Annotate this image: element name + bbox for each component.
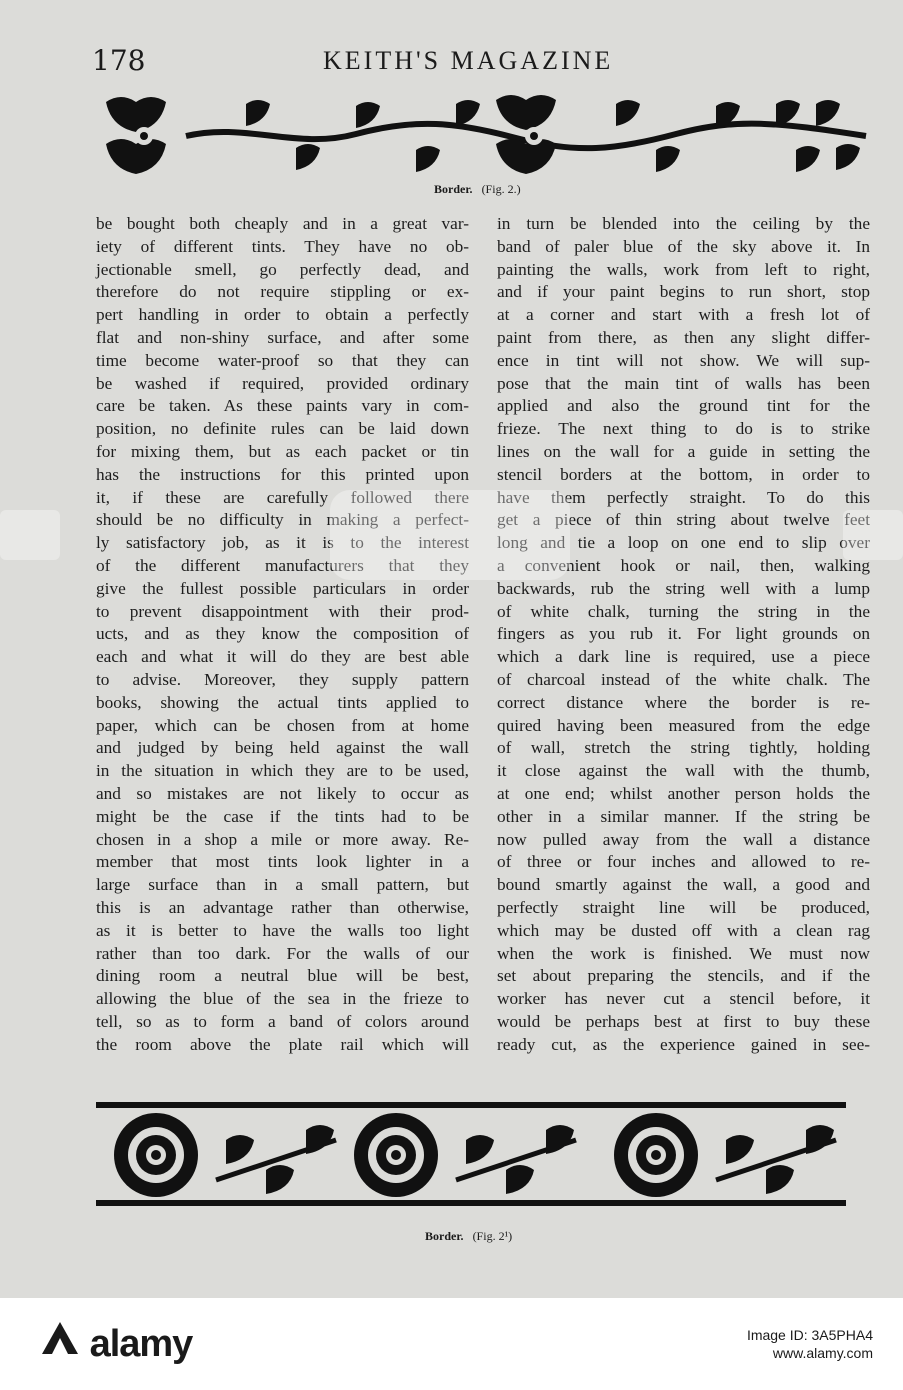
alamy-watermark [0, 470, 903, 600]
text-line: therefore do not require stippling or ex- [96, 282, 469, 302]
text-line: ence in tint will not show. We will sup- [497, 350, 870, 370]
text-column-left [96, 213, 469, 1056]
text-line: to prevent disappointment with their prod- [96, 601, 469, 621]
text-line: and if your paint begins to run short, stop [497, 282, 870, 302]
text-line: perfectly straight line will be produced, [497, 897, 870, 917]
image-id: Image ID: 3A5PHA4 [746, 1327, 873, 1343]
text-line: frieze. The next thing to do is to strike [497, 419, 870, 439]
text-line: worker has never cut a stencil before, it [497, 989, 870, 1009]
text-line: would be perhaps best at first to buy these [497, 1011, 870, 1031]
alamy-logo [40, 1320, 192, 1366]
rose-icon [114, 1113, 198, 1197]
text-line: rather than too dark. For the walls of our [96, 943, 469, 963]
text-line: fingers as you rub it. For light grounds on [497, 624, 870, 644]
caption-figure-number: (Fig. 2.) [481, 182, 521, 196]
text-line: be washed if required, provided ordinary [96, 373, 469, 393]
text-line: pert handling in order to obtain a perfectly [96, 305, 469, 325]
alamy-logo-text: alamy [89, 1323, 193, 1365]
text-line: of charcoal instead of the white chalk. The [497, 669, 870, 689]
text-line: paper, which can be chosen from at home [96, 715, 469, 735]
text-line: might be the case if the tints had to be [96, 806, 469, 826]
text-line: a convenient hook or nail, then, walking [497, 555, 870, 575]
stock-image-info [747, 1326, 873, 1362]
text-line: to advise. Moreover, they supply pattern [96, 669, 469, 689]
text-line: for mixing them, but as each packet or tin [96, 441, 469, 461]
text-line: quired having been measured from the edge [497, 715, 870, 735]
page-number: 178 [92, 44, 146, 77]
text-line: it, if these are carefully followed there [96, 487, 469, 507]
text-line: large surface than in a small pattern, but [96, 875, 469, 895]
text-line: dining room a neutral blue will be best, [96, 966, 469, 986]
text-line: of the different manufacturers that they [96, 555, 469, 575]
text-line: and judged by being held against the wall [96, 738, 469, 758]
text-line: which a dark line is required, use a piece [497, 647, 870, 667]
text-line: get a piece of thin string about twelve feet [497, 510, 870, 530]
text-line: which may be dusted off with a clean rag [497, 920, 870, 940]
text-line: when the work is finished. We must now [497, 943, 870, 963]
leaf-cluster-icon [106, 97, 166, 174]
text-line: set about preparing the stencils, and if the [497, 966, 870, 986]
caption-label: Border. [425, 1229, 464, 1243]
text-line: in the situation in which they are to be used, [96, 761, 469, 781]
text-line: as it is better to have the walls too light [96, 920, 469, 940]
text-line: flat and non-shiny surface, and after some [96, 327, 469, 347]
text-line: at one end; whilst another person holds the [497, 783, 870, 803]
text-line: tell, so as to form a band of colors around [96, 1011, 469, 1031]
text-line: ly satisfactory job, as it is to the interest [96, 533, 469, 553]
text-line: give the fullest possible particulars in order [96, 578, 469, 598]
text-line: backwards, rub the string well with a lump [497, 578, 870, 598]
text-line: member that most tints look lighter in a [96, 852, 469, 872]
text-line: stencil borders at the bottom, in order to [497, 464, 870, 484]
magazine-title: KEITH'S MAGAZINE [323, 46, 614, 75]
text-line: at a corner and start with a fresh lot of [497, 305, 870, 325]
caption-label: Border. [434, 182, 473, 196]
text-line: position, no definite rules can be laid down [96, 419, 469, 439]
text-line: it close against the wall with the thumb, [497, 761, 870, 781]
text-line: ready cut, as the experience gained in see- [497, 1034, 870, 1054]
text-line: have them perfectly straight. To do this [497, 487, 870, 507]
stock-photo-footer [0, 1298, 903, 1390]
text-line: the room above the plate rail which will [96, 1034, 469, 1054]
text-line: long and tie a loop on one end to slip over [497, 533, 870, 553]
caption-figure-number: (Fig. 2¹) [472, 1229, 513, 1243]
site-url[interactable]: www.alamy.com [772, 1345, 873, 1361]
text-line: bound smartly against the wall, a good and [497, 875, 870, 895]
text-line: painting the walls, work from left to right, [497, 259, 870, 279]
text-line: ucts, and as they know the composition of [96, 624, 469, 644]
text-line: lines on the wall for a guide in setting the [497, 441, 870, 461]
text-line: paint from there, as then any slight differ- [497, 327, 870, 347]
text-line: other in a similar manner. If the string be [497, 806, 870, 826]
text-line: in turn be blended into the ceiling by the [497, 214, 870, 233]
stencil-border-leaf-vine-illustration [96, 92, 879, 178]
rose-icon [614, 1113, 698, 1197]
text-line: this is an advantage rather than otherwise, [96, 897, 469, 917]
text-line: correct distance where the border is re- [497, 692, 870, 712]
text-line: of wall, stretch the string tightly, holding [497, 738, 870, 758]
text-line: time become water-proof so that they can [96, 350, 469, 370]
text-line: should be no difficulty in making a perfect- [96, 510, 469, 530]
text-line: has the instructions for this printed upon [96, 464, 469, 484]
text-line: and so mistakes are not likely to occur as [96, 783, 469, 803]
text-line: applied and also the ground tint for the [497, 396, 870, 416]
figure-caption-top [434, 182, 521, 197]
text-line: band of paler blue of the sky above it. In [497, 236, 870, 256]
text-line: jectionable smell, go perfectly dead, and [96, 259, 469, 279]
text-line: pose that the main tint of walls has been [497, 373, 870, 393]
alamy-logo-icon [40, 1320, 80, 1366]
text-line: be bought both cheaply and in a great var- [96, 214, 469, 233]
text-line: of white chalk, turning the string in the [497, 601, 870, 621]
text-line: chosen in a shop a mile or more away. Re- [96, 829, 469, 849]
figure-caption-bottom [425, 1229, 512, 1244]
text-line: of three or four inches and allowed to re- [497, 852, 870, 872]
text-line: care be taken. As these paints vary in com- [96, 396, 469, 416]
text-line: each and what it will do they are best able [96, 647, 469, 667]
text-line: allowing the blue of the sea in the frieze to [96, 989, 469, 1009]
text-line: iety of different tints. They have no ob- [96, 236, 469, 256]
stencil-border-rose-illustration [96, 1100, 846, 1212]
text-column-right [497, 213, 870, 1056]
rose-icon [354, 1113, 438, 1197]
text-line: now pulled away from the wall a distance [497, 829, 870, 849]
text-line: books, showing the actual tints applied to [96, 692, 469, 712]
